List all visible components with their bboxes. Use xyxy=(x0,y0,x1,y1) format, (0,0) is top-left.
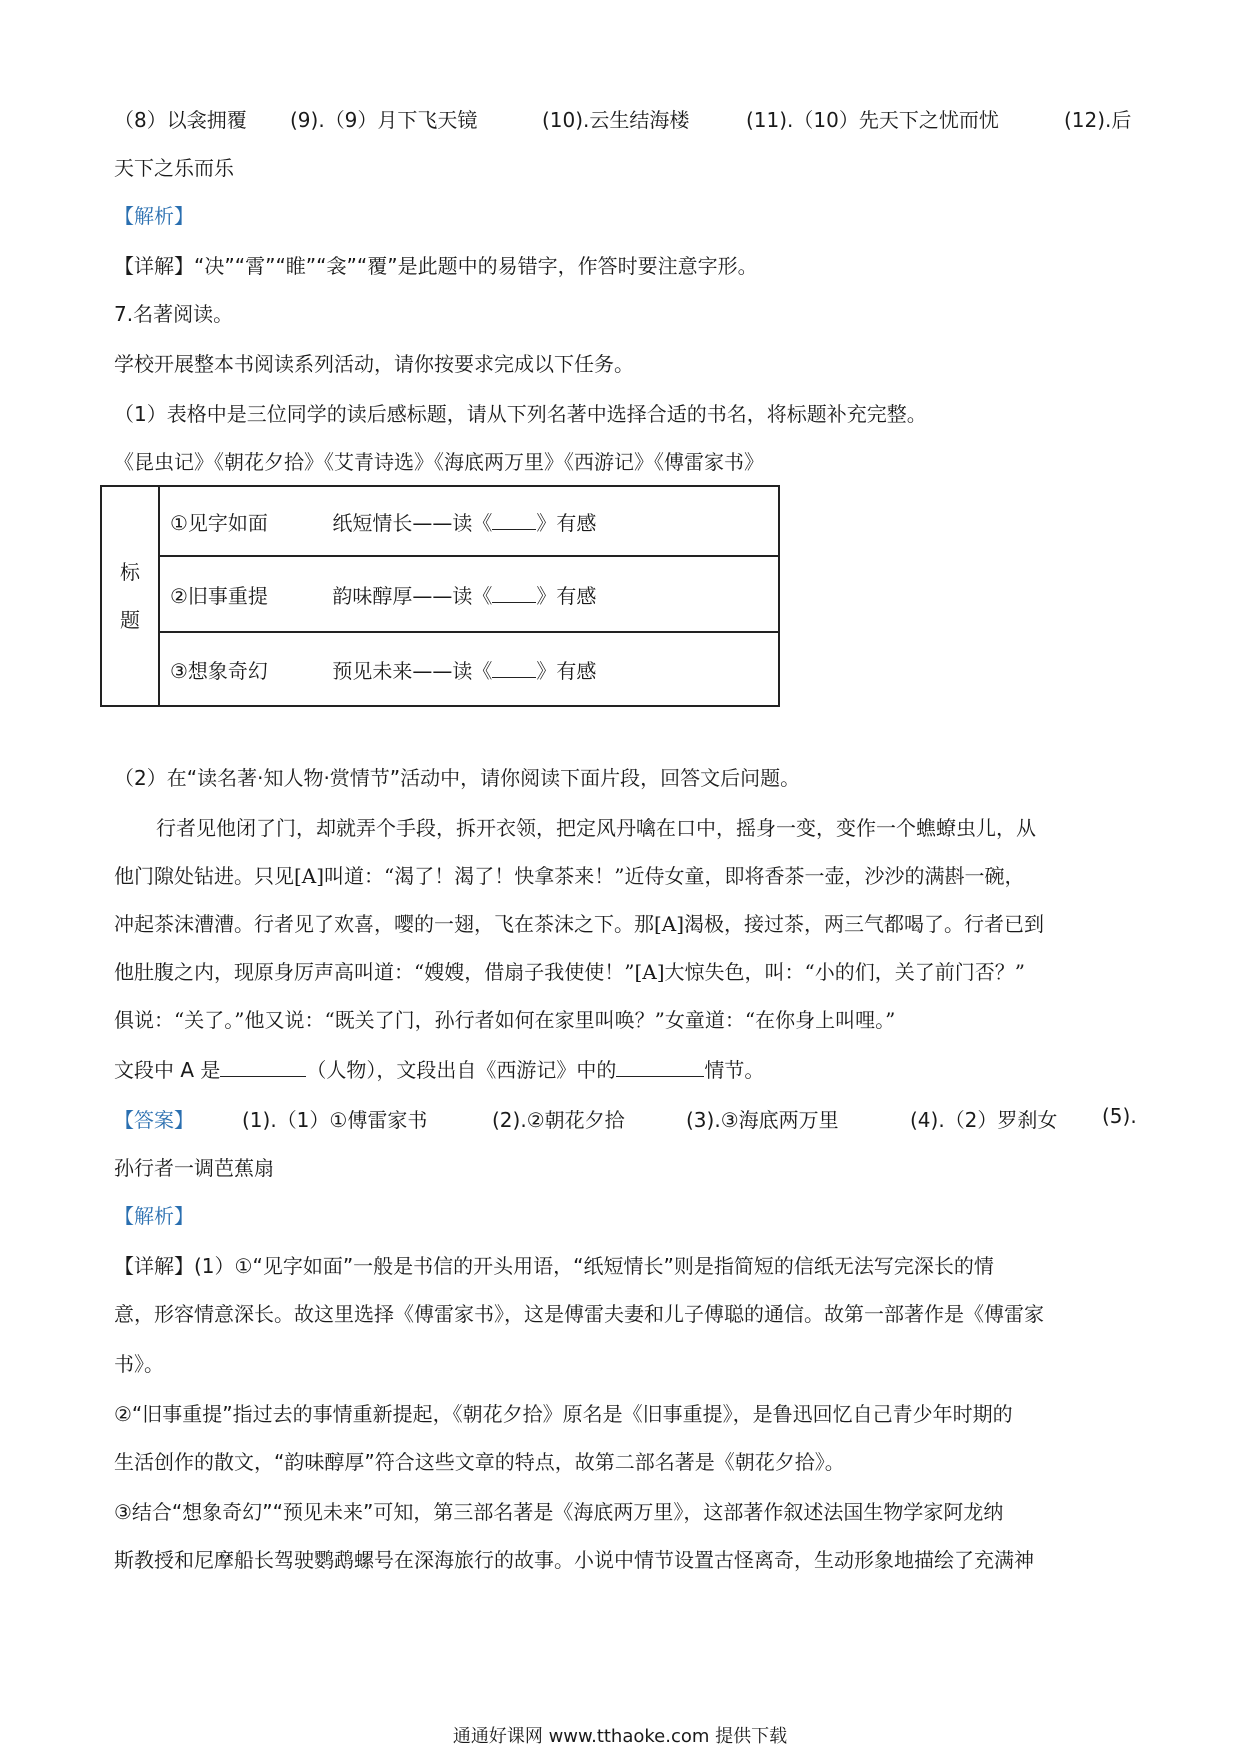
answer-blank xyxy=(492,511,536,530)
answer-blank xyxy=(492,659,536,678)
detail-2-line: 生活创作的散文，“韵味醇厚”符合这些文章的特点，故第二部名著是《朝花夕拾》。 xyxy=(114,1450,845,1474)
answer-11: (11).（10）先天下之忧而忧 xyxy=(746,108,999,132)
table-row-phrase: ①见字如面 xyxy=(170,510,268,535)
answer-blank xyxy=(220,1058,306,1077)
table-row: ②旧事重提 韵味醇厚——读《 》有感 xyxy=(159,556,779,632)
answer-blank xyxy=(616,1058,704,1077)
answer-5: (5). xyxy=(1102,1104,1137,1128)
answer-3: (3).③海底两万里 xyxy=(686,1108,839,1132)
table-side-label: 标 题 xyxy=(101,486,159,706)
table-row: ①见字如面 纸短情长——读《 》有感 xyxy=(159,486,779,556)
detail-2-line: ②“旧事重提”指过去的事情重新提起，《朝花夕拾》原名是《旧事重提》，是鲁迅回忆自己青少年时期的 xyxy=(114,1402,1013,1426)
page-footer: 通通好课网 www.tthaoke.com 提供下载 xyxy=(452,1726,788,1747)
answer-10: (10).云生结海楼 xyxy=(542,108,690,132)
answer-8: （8）以衾拥覆 xyxy=(114,108,247,132)
question-7-part-2: （2）在“读名著·知人物·赏情节”活动中，请你阅读下面片段，回答文后问题。 xyxy=(114,766,801,790)
answer-12-continued: 天下之乐而乐 xyxy=(114,156,234,180)
analysis-tag-2: 【解析】 xyxy=(114,1204,194,1228)
titles-table xyxy=(100,485,780,707)
passage-line: 他门隙处钻进。只见[A]叫道：“渴了！渴了！快拿茶来！”近侍女童，即将香茶一壶，沙沙的满斟一碗， xyxy=(114,864,1025,888)
answer-blank xyxy=(492,584,536,603)
table-row-phrase: ②旧事重提 xyxy=(170,583,268,608)
answer-2: (2).②朝花夕拾 xyxy=(492,1108,625,1132)
table-row-phrase: ③想象奇幻 xyxy=(170,658,268,683)
question-7-title: 7.名著阅读。 xyxy=(114,302,234,326)
fill-question: 文段中 A 是 （人物），文段出自《西游记》中的 情节。 xyxy=(114,1058,765,1082)
answer-1: (1).（1）①傅雷家书 xyxy=(242,1108,428,1132)
passage-line: 冲起茶沫漕漕。行者见了欢喜，嘤的一翅，飞在茶沫之下。那[A]渴极，接过茶，两三气都喝了。行者已到 xyxy=(114,912,1045,936)
question-7-intro: 学校开展整本书阅读系列活动，请你按要求完成以下任务。 xyxy=(114,352,634,376)
detail-2-line: ③结合“想象奇幻”“预见未来”可知，第三部名著是《海底两万里》，这部著作叙述法国生物学家阿龙纳 xyxy=(114,1500,1004,1524)
answer-12: (12).后 xyxy=(1064,108,1132,132)
detail-1: 【详解】“决”“霄”“睢”“衾”“覆”是此题中的易错字，作答时要注意字形。 xyxy=(114,254,758,278)
detail-2-line: 书》。 xyxy=(114,1352,164,1376)
passage-line: 俱说：“关了。”他又说：“既关了门，孙行者如何在家里叫唤？”女童道：“在你身上叫哩。” xyxy=(114,1008,896,1032)
passage-line: 行者见他闭了门，却就弄个手段，拆开衣领，把定风丹噙在口中，摇身一变，变作一个蟭蟟虫儿，从 xyxy=(156,816,1036,840)
answers-row xyxy=(114,1104,1136,1132)
question-7-part-1: （1）表格中是三位同学的读后感标题，请从下列名著中选择合适的书名，将标题补充完整。 xyxy=(114,402,927,426)
book-list: 《昆虫记》《朝花夕拾》《艾青诗选》《海底两万里》《西游记》《傅雷家书》 xyxy=(114,450,764,474)
detail-2-line: 【详解】(1）①“见字如面”一般是书信的开头用语，“纸短情长”则是指简短的信纸无法写完深长的情 xyxy=(114,1254,994,1278)
table-row: ③想象奇幻 预见未来——读《 》有感 xyxy=(159,632,779,706)
answer-4: (4).（2）罗刹女 xyxy=(910,1108,1058,1132)
passage-line: 他肚腹之内，现原身厉声高叫道：“嫂嫂，借扇子我使使！”[A]大惊失色，叫：“小的们，关了前门否？” xyxy=(114,960,1025,984)
detail-2-line: 斯教授和尼摩船长驾驶鹦鹉螺号在深海旅行的故事。小说中情节设置古怪离奇，生动形象地描绘了充满神 xyxy=(114,1548,1034,1572)
answer-9: (9).（9）月下飞天镜 xyxy=(290,108,478,132)
detail-2-line: 意，形容情意深长。故这里选择《傅雷家书》，这是傅雷夫妻和儿子傅聪的通信。故第一部著作是《傅雷家 xyxy=(114,1302,1044,1326)
answer-tag: 【答案】 xyxy=(114,1108,194,1132)
answer-5-continued: 孙行者一调芭蕉扇 xyxy=(114,1156,274,1180)
analysis-tag-1: 【解析】 xyxy=(114,204,194,228)
answers-top-row xyxy=(114,104,1136,132)
